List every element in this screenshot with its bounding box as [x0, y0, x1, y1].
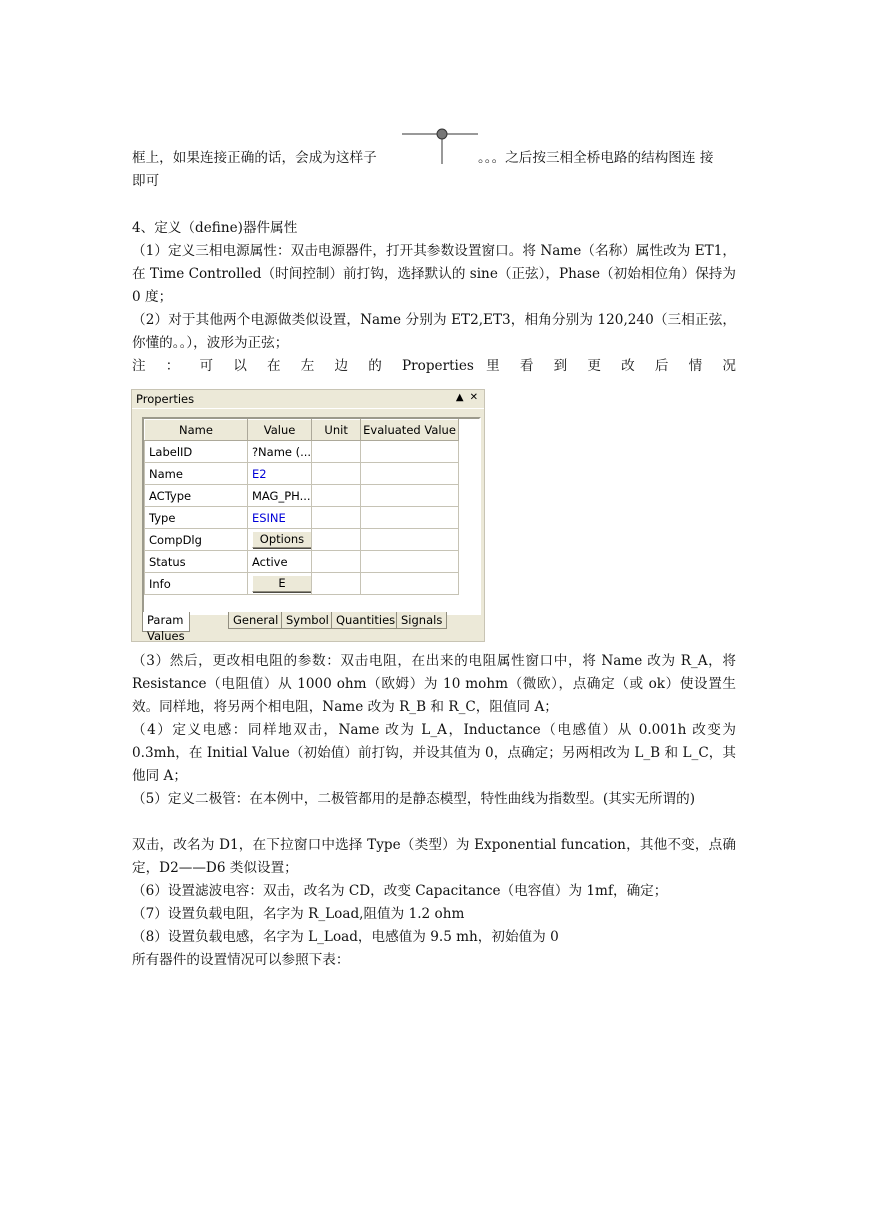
row-value[interactable]: ESINE [247, 507, 311, 529]
tab-quantities[interactable]: Quantities [331, 612, 400, 629]
intro-text-before: 框上，如果连接正确的话，会成为这样子 [132, 150, 377, 166]
row-name: Type [145, 507, 248, 529]
row-evaluated [361, 441, 459, 463]
row-evaluated [361, 529, 459, 551]
properties-title: Properties [136, 392, 195, 406]
properties-panel [131, 389, 485, 642]
row-unit [312, 573, 361, 595]
row-value[interactable]: Active [247, 551, 311, 573]
row-unit [312, 485, 361, 507]
row-evaluated [361, 463, 459, 485]
paragraph-7: （7）设置负载电阻，名字为 R_Load,阻值为 1.2 ohm [132, 906, 465, 922]
tab-param-values[interactable]: Param Values [142, 612, 190, 632]
properties-table [144, 419, 459, 595]
properties-titlebar [132, 390, 484, 409]
junction-node-icon [400, 124, 480, 166]
close-icon[interactable]: ✕ [469, 392, 478, 403]
paragraph-6: （6）设置滤波电容：双击，改名为 CD，改变 Capacitance（电容值）为 1mf，确定； [132, 883, 668, 899]
options-button[interactable]: Options [252, 531, 312, 548]
row-name: Name [145, 463, 248, 485]
row-name: CompDlg [145, 529, 248, 551]
row-unit [312, 441, 361, 463]
paragraph-5: （5）定义二极管：在本例中，二极管都用的是静态模型，特性曲线为指数型。(其实无所谓的) [132, 791, 696, 807]
row-name: ACType [145, 485, 248, 507]
table-row[interactable] [145, 529, 459, 551]
table-row[interactable] [145, 485, 459, 507]
row-evaluated [361, 485, 459, 507]
paragraph-8: （8）设置负载电感，名字为 L_Load，电感值为 9.5 mh，初始值为 0 [132, 929, 559, 945]
intro-text-after: 。。。之后按三相全桥电路的结构图连 接 [478, 150, 714, 166]
column-header-evaluated-value[interactable]: Evaluated Value [361, 420, 459, 441]
tab-symbol[interactable]: Symbol [281, 612, 334, 629]
row-evaluated [361, 551, 459, 573]
row-name: Info [145, 573, 248, 595]
note-line: 注 ： 可 以 在 左 边 的 Properties 里 看 到 更 改 后 情 况 [132, 358, 736, 374]
table-row[interactable] [145, 463, 459, 485]
paragraph-4: （4）定义电感：同样地双击，Name 改为 L_A，Inductance（电感值）从 0.001h 改变为 0.3mh，在 Initial Value（初始值）前打钩，并设其值为 0，点确定；另两相改为 L_B 和 L_C，其他同 A； [132, 722, 736, 784]
info-button[interactable]: E [252, 575, 312, 592]
row-evaluated [361, 507, 459, 529]
column-header-value[interactable]: Value [247, 420, 311, 441]
column-header-unit[interactable]: Unit [312, 420, 361, 441]
paragraph-9: 所有器件的设置情况可以参照下表： [132, 952, 350, 968]
paragraph-3: （3）然后，更改相电阻的参数：双击电阻，在出来的电阻属性窗口中，将 Name 改为 R_A，将 Resistance（电阻值）从 1000 ohm（欧姆）为 10 mohm（微欧），点确定（或 ok）使设置生效。同样地，将另两个相电阻，Name 改为 R_B 和 R_C，阻值同 A； [132, 653, 736, 715]
row-value[interactable]: ?Name (... [247, 441, 311, 463]
row-unit [312, 551, 361, 573]
section-heading: 4、定义（define)器件属性 [132, 220, 298, 236]
paragraph-5b: 双击，改名为 D1，在下拉窗口中选择 Type（类型）为 Exponential funcation，其他不变，点确定，D2——D6 类似设置； [132, 837, 736, 876]
paragraph-1: （1）定义三相电源属性：双击电源器件，打开其参数设置窗口。将 Name（名称）属性改为 ET1，在 Time Controlled（时间控制）前打钩，选择默认的 sine（正弦），Phase（初始相位角）保持为 0 度； [132, 243, 736, 305]
paragraph-2: （2）对于其他两个电源做类似设置，Name 分别为 ET2,ET3，相角分别为 120,240（三相正弦，你懂的。。），波形为正弦； [132, 312, 736, 351]
column-header-name[interactable]: Name [145, 420, 248, 441]
table-row[interactable] [145, 551, 459, 573]
properties-grid [142, 417, 481, 615]
table-row[interactable] [145, 441, 459, 463]
row-unit [312, 507, 361, 529]
row-unit [312, 529, 361, 551]
row-value-cell [247, 529, 311, 551]
table-row[interactable] [145, 507, 459, 529]
pin-icon[interactable]: ▲ [455, 392, 464, 403]
tab-signals[interactable]: Signals [396, 612, 447, 629]
row-evaluated [361, 573, 459, 595]
intro-line-2: 即可 [132, 173, 160, 189]
table-row[interactable] [145, 573, 459, 595]
row-name: LabelID [145, 441, 248, 463]
row-name: Status [145, 551, 248, 573]
row-value-cell [247, 573, 311, 595]
tab-general[interactable]: General [228, 612, 283, 629]
row-unit [312, 463, 361, 485]
row-value[interactable]: MAG_PH... [247, 485, 311, 507]
row-value[interactable]: E2 [247, 463, 311, 485]
